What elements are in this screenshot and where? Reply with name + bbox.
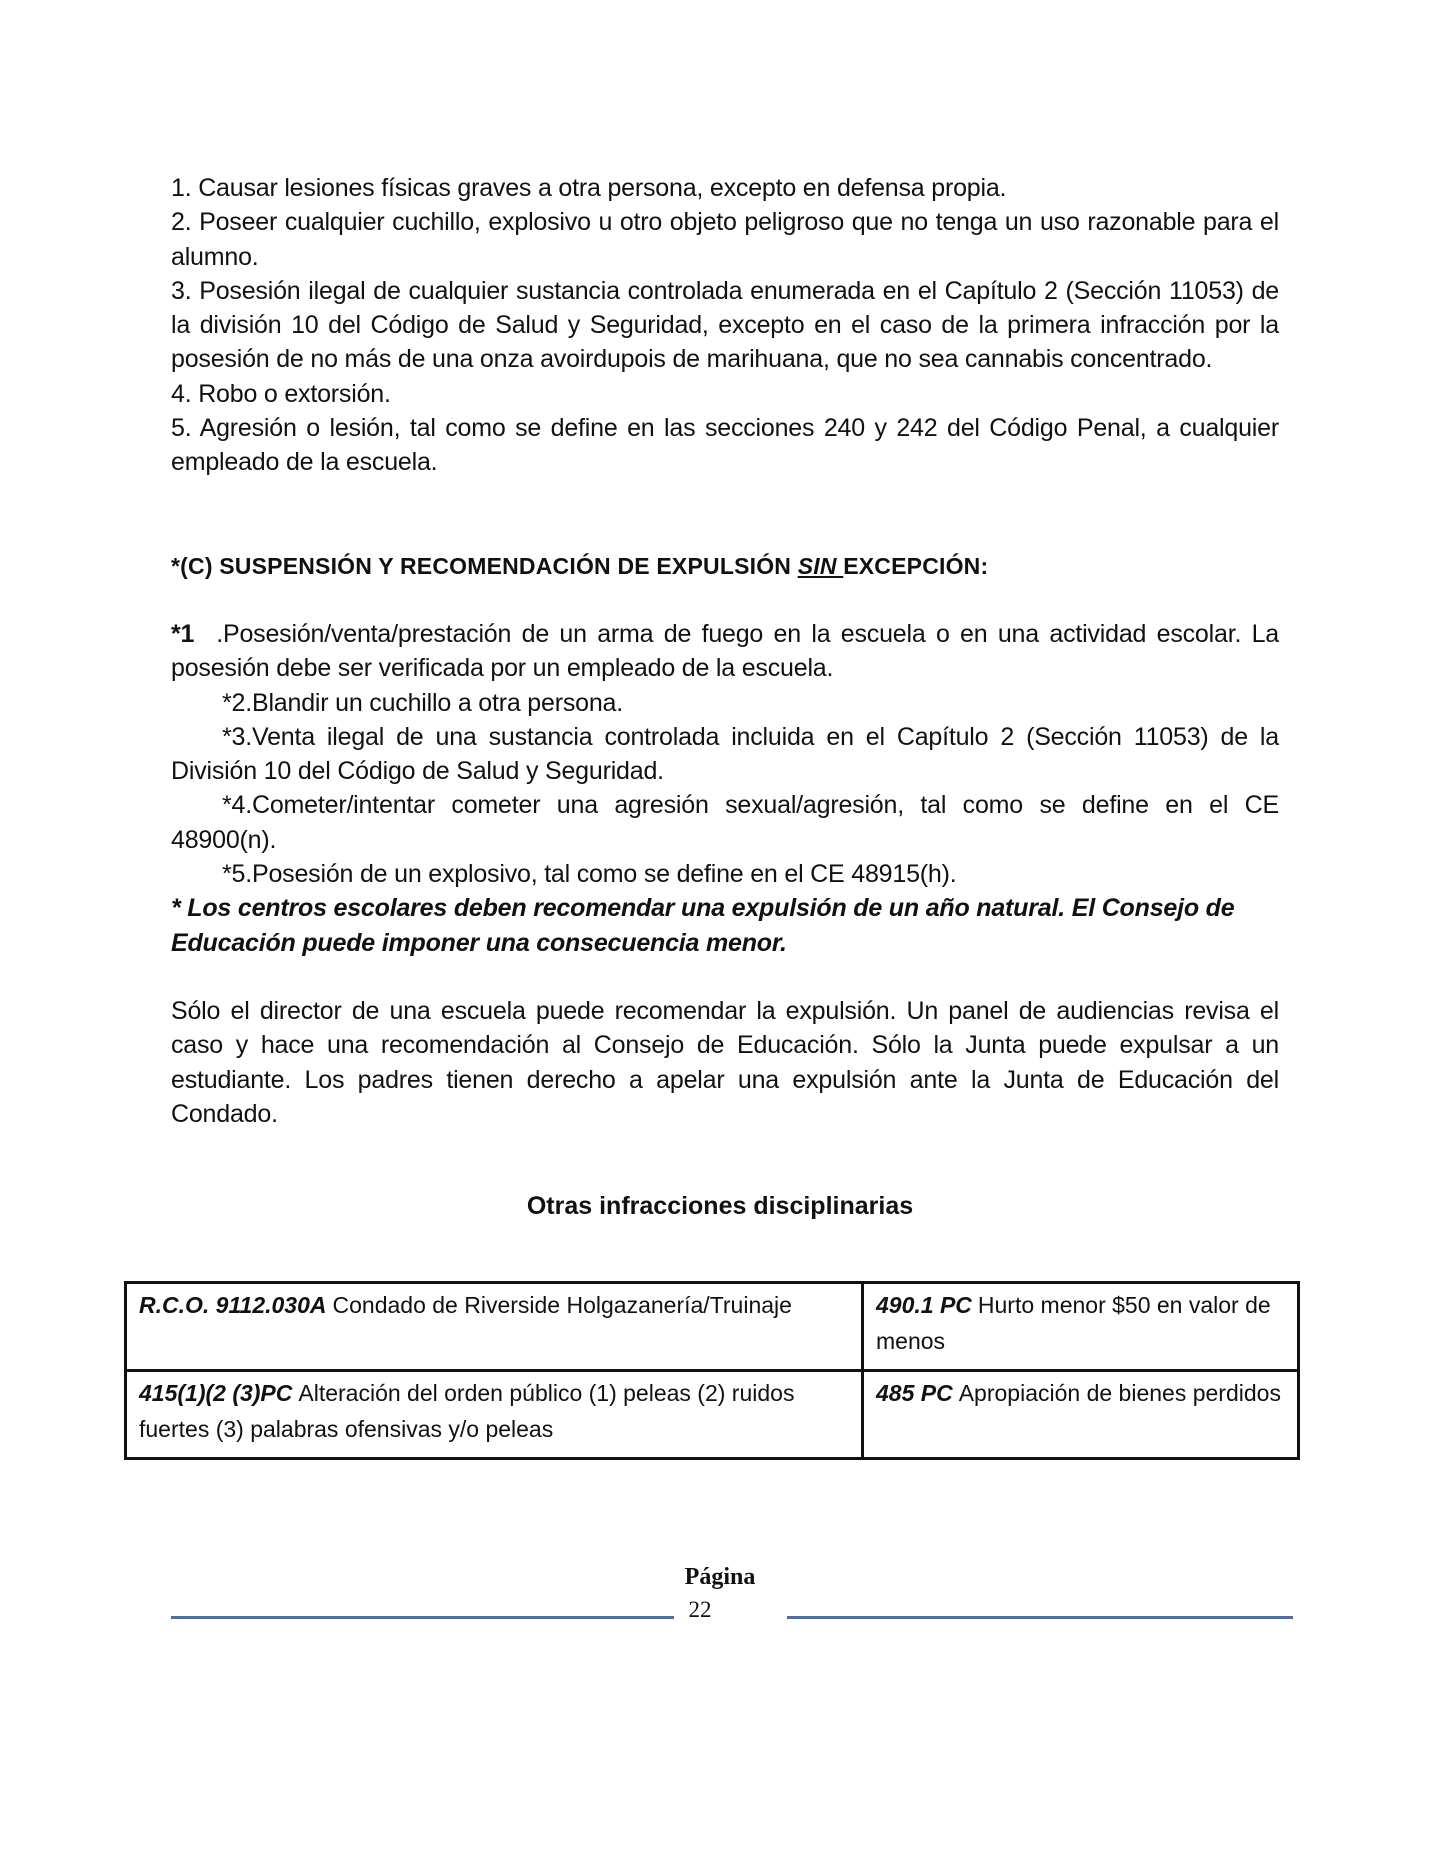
offense-item-5: 5. Agresión o lesión, tal como se define en las secciones 240 y 242 del Código Penal, a cualquier empleado de la escuela. [171,414,1279,477]
section-c-item-5: *5.Posesión de un explosivo, tal como se define en el CE 48915(h). [222,860,957,889]
offense-item-3: 3. Posesión ilegal de cualquier sustancia controlada enumerada en el Capítulo 2 (Sección 11053) de la división 10 del Código de Salud y Seguridad, excepto en el caso de la primera infracción por la posesión de no más de una onza avoirdupois de marihuana, que no sea cannabis concentrado. [171,276,1279,374]
offense-list-b [171,171,1279,480]
footer-rule-left [171,1616,674,1619]
section-c-item-3 [171,720,1279,789]
infraction-code: 485 PC [876,1380,953,1406]
section-c-heading-emphasis: SIN [797,553,844,579]
section-c-note: * Los centros escolares deben recomendar una expulsión de un año natural. El Consejo de Educación puede imponer una consecuencia menor. [171,894,1235,957]
infraction-description: Alteración del orden público (1) peleas (2) ruidos fuertes (3) palabras ofensivas y/o peleas [139,1380,795,1442]
infraction-description: Condado de Riverside Holgazanería/Truinaje [332,1292,792,1318]
offense-item-2: 2. Poseer cualquier cuchillo, explosivo u otro objeto peligroso que no tenga un uso razonable para el alumno. [171,208,1279,271]
offense-item-1: 1. Causar lesiones físicas graves a otra persona, excepto en defensa propia. [171,174,1007,202]
section-c-item-1-number: *1 [171,620,195,648]
infraction-code: R.C.O. 9112.030A [139,1292,327,1318]
table-cell [863,1371,1299,1459]
table-cell [126,1283,863,1371]
infraction-description: Hurto menor $50 en valor de menos [876,1292,1271,1354]
section-c-item-4 [171,788,1279,857]
section-c-item-4-text: *4.Cometer/intentar cometer una agresión sexual/agresión, tal como se define en el CE 48900(n). [171,791,1279,854]
infraction-code: 490.1 PC [876,1292,972,1318]
infractions-table [124,1281,1300,1460]
other-infractions-title: Otras infracciones disciplinarias [526,1192,914,1220]
footer-rule-right [787,1616,1293,1619]
table-cell [863,1283,1299,1371]
section-c-item-1-text: .Posesión/venta/prestación de un arma de fuego en la escuela o en una actividad escolar. La posesión debe ser verificada por un empleado de la escuela. [171,620,1279,683]
section-c-item-3-text: *3.Venta ilegal de una sustancia controlada incluida en el Capítulo 2 (Sección 11053) de la División 10 del Código de Salud y Seguridad. [171,722,1279,786]
section-c-heading-prefix: *(C) SUSPENSIÓN Y RECOMENDACIÓN DE EXPULSIÓN [171,553,798,579]
table-row [126,1371,1299,1459]
section-c-heading-suffix: EXCEPCIÓN: [843,553,989,579]
footer-page-label: Página [684,1564,756,1590]
section-c-item-1 [171,617,1279,686]
section-c-list [171,617,1279,960]
table-row [126,1283,1299,1371]
section-c-heading [171,553,1279,580]
offense-item-4: 4. Robo o extorsión. [171,379,391,408]
table-cell [126,1371,863,1459]
director-paragraph-block [171,994,1279,1131]
section-c-item-2: *2.Blandir un cuchillo a otra persona. [222,688,623,717]
infraction-description: Apropiación de bienes perdidos [958,1380,1281,1406]
infraction-code: 415(1)(2 (3)PC [139,1380,293,1406]
footer-page-number: 22 [688,1597,712,1622]
director-paragraph: Sólo el director de una escuela puede recomendar la expulsión. Un panel de audiencias revisa el caso y hace una recomendación al Consejo de Educación. Sólo la Junta puede expulsar a un estudiante. Los padres tienen derecho a apelar una expulsión ante la Junta de Educación del Condado. [171,997,1279,1128]
